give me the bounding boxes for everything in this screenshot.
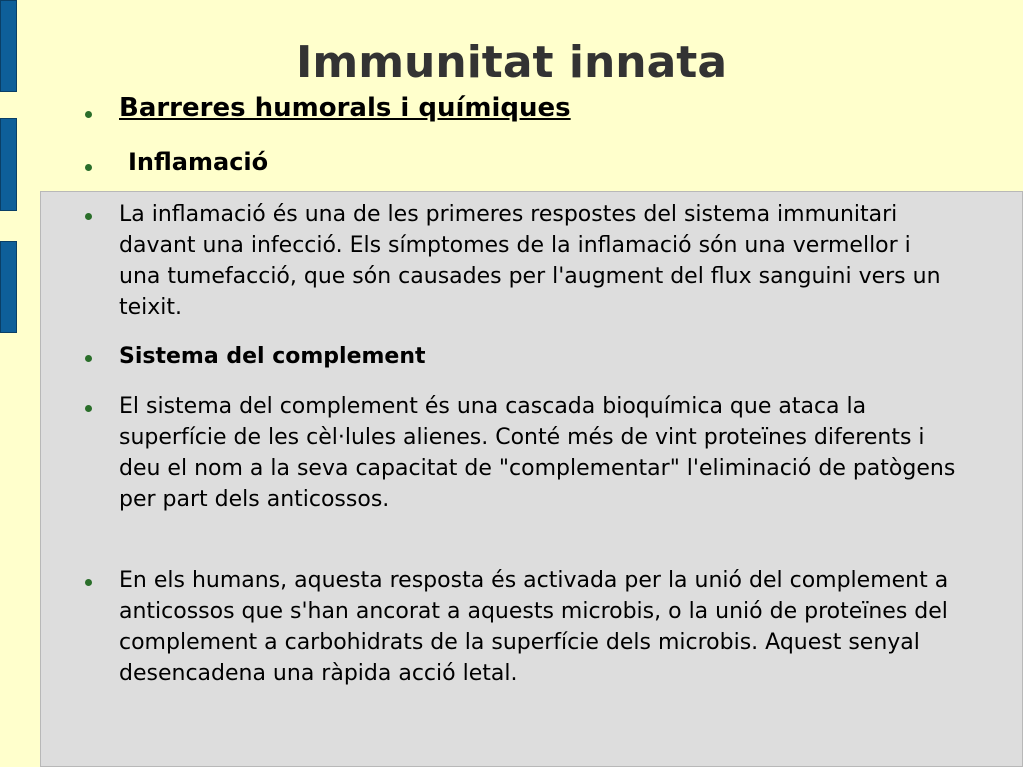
heading-barreres: Barreres humorals i químiques [119,93,571,123]
paragraph-inflamacio: La inflamació és una de les primeres respostes del sistema immunitari davant una infecció. Els símptomes de la inflamació són una vermellor i una tumefacció, que són causades per l'augment del flux sanguini vers un teixit. [119,202,941,320]
side-tab-3 [0,241,17,333]
bullet-icon [85,355,92,362]
side-tab-2 [0,118,17,211]
bullet-icon [85,164,92,171]
bullet-icon [85,405,92,412]
bullet-icon [85,579,92,586]
bullet-icon [85,213,92,220]
bullet-icon [85,111,92,118]
paragraph-humans: En els humans, aquesta resposta és activada per la unió del complement a anticossos que s'han ancorat a aquests microbis, o la unió de proteïnes del complement a carbohidrats de la superfície dels microbis. Aquest senyal desencadena una ràpida acció letal. [119,568,949,686]
paragraph-complement: El sistema del complement és una cascada bioquímica que ataca la superfície de les cèl·lules alienes. Conté més de vint proteïnes diferents i deu el nom a la seva capacitat de "complementar" l'eliminació de patògens per part dels anticossos. [119,394,956,512]
heading-sistema-complement: Sistema del complement [119,344,426,369]
slide-title: Immunitat innata [295,37,728,88]
heading-inflamacio: Inflamació [128,148,269,176]
